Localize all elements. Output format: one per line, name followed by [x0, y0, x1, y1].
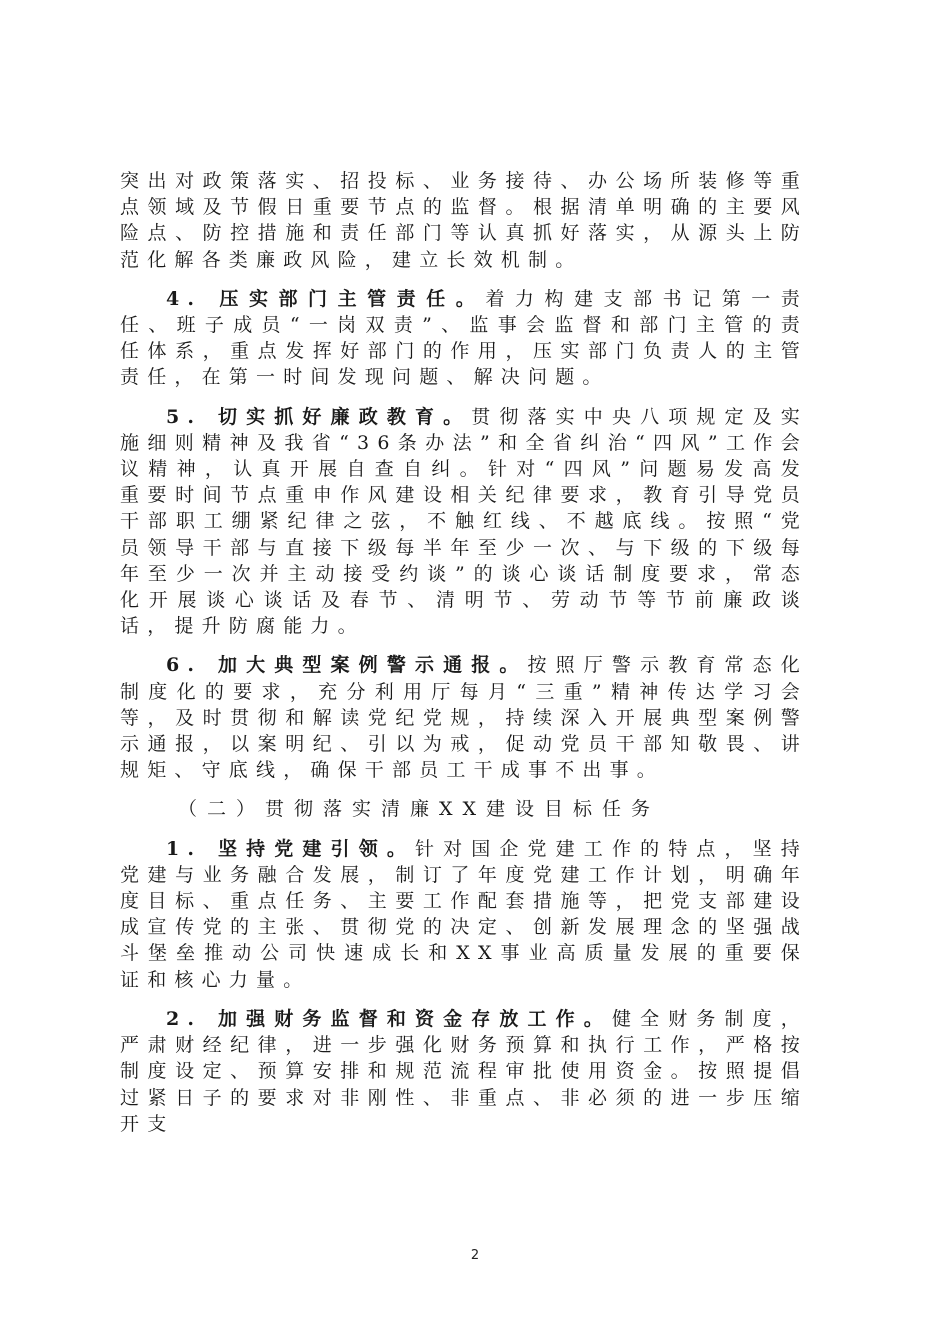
item-5-heading: 5. 切实抓好廉政教育。: [166, 405, 472, 428]
item-4-paragraph: [120, 286, 808, 391]
item-1-paragraph: [120, 836, 808, 993]
item-5-paragraph: [120, 404, 808, 640]
document-body: [120, 168, 808, 1150]
item-2-paragraph: [120, 1006, 808, 1137]
item-6-text: 按照厅警示教育常态化制度化的要求，充分利用厅每月“三重”精神传达学习会等，及时贯彻和解读党纪党规，持续深入开展典型案例警示通报，以案明纪、引以为戒，促动党员干部知敬畏、讲规矩、守底线，确保干部员工干成事不出事。: [120, 654, 808, 782]
item-6-paragraph: [120, 652, 808, 783]
page-number: 2: [470, 1248, 480, 1263]
item-6-heading: 6. 加大典型案例警示通报。: [166, 654, 528, 677]
item-4-text: 着力构建支部书记第一责任、班子成员“一岗双责”、监事会监督和部门主管的责任体系，重点发挥好部门的作用，压实部门负责人的主管责任，在第一时间发现问题、解决问题。: [120, 287, 808, 389]
item-2-heading: 2. 加强财务监督和资金存放工作。: [166, 1007, 612, 1030]
item-1-heading: 1. 坚持党建引领。: [166, 837, 415, 860]
item-1-text: 针对国企党建工作的特点，坚持党建与业务融合发展，制订了年度党建工作计划，明确年度目标、重点任务、主要工作配套措施等，把党支部建设成宣传党的主张、贯彻党的决定、创新发展理念的坚强战斗堡垒推动公司快速成长和XX事业高质量发展的重要保证和核心力量。: [120, 837, 808, 991]
item-4-heading: 4. 压实部门主管责任。: [166, 287, 486, 310]
item-2-text: 健全财务制度，严肃财经纪律，进一步强化财务预算和执行工作，严格按制度设定、预算安排和规范流程审批使用资金。按照提倡过紧日子的要求对非刚性、非重点、非必须的进一步压缩开支: [120, 1007, 808, 1135]
opening-paragraph: 突出对政策落实、招投标、业务接待、办公场所装修等重点领域及节假日重要节点的监督。根据清单明确的主要风险点、防控措施和责任部门等认真抓好落实，从源头上防范化解各类廉政风险，建立长效机制。: [120, 170, 808, 271]
section-heading: （二）贯彻落实清廉XX建设目标任务: [178, 798, 661, 821]
item-5-text: 贯彻落实中央八项规定及实施细则精神及我省“36条办法”和全省纠治“四风”工作会议精神，认真开展自查自纠。针对“四风”问题易发高发重要时间节点重申作风建设相关纪律要求，教育引导党员干部职工绷紧纪律之弦，不触红线、不越底线。按照“党员领导干部与直接下级每半年至少一次、与下级的下级每年至少一次并主动接受约谈”的谈心谈话制度要求，常态化开展谈心谈话及春节、清明节、劳动节等节前廉政谈话，提升防腐能力。: [120, 405, 808, 638]
